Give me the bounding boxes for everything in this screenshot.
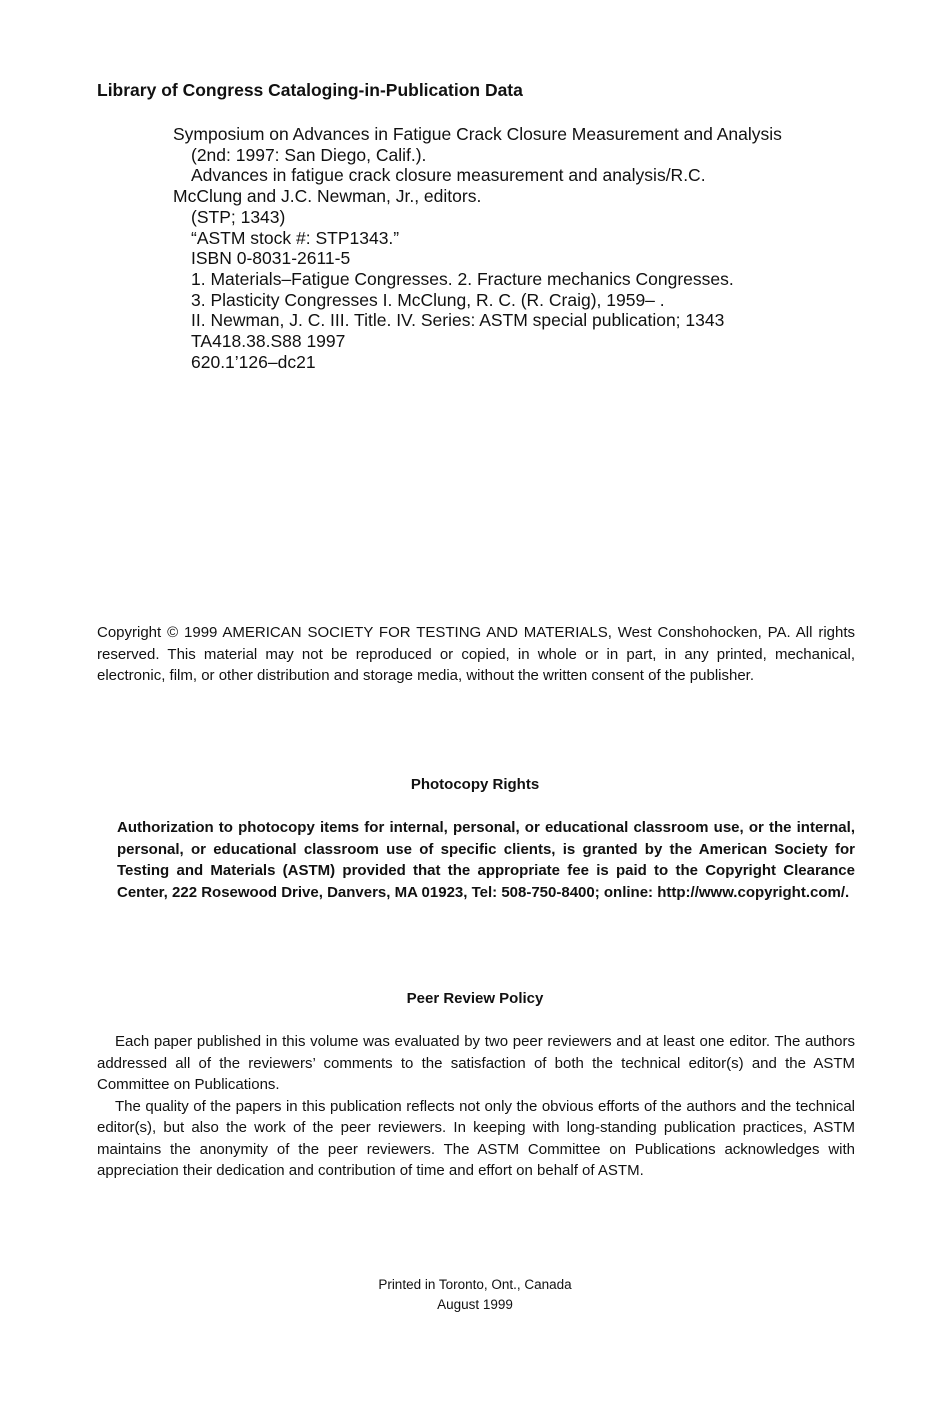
cip-line-title-cont: (2nd: 1997: San Diego, Calif.). (191, 144, 427, 165)
peer-review-paragraph: The quality of the papers in this publication reflects not only the obvious efforts of the authors and the technical editor(s), but also the work of the peer reviewers. In keeping with long-standing publication practices, ASTM maintains the anonymity of the peer reviewers. The ASTM Committee on Publications acknowledges with appreciation their dedication and contribution of time and effort on behalf of ASTM. (97, 1097, 855, 1179)
cip-line-stock: “ASTM stock #: STP1343.” (191, 227, 400, 248)
cip-line-series: (STP; 1343) (191, 206, 286, 227)
cip-line-dewey-number: 620.1’126–dc21 (191, 351, 316, 372)
cip-line-subjects: 1. Materials–Fatigue Congresses. 2. Fracture mechanics Congresses. (191, 268, 734, 289)
peer-review-heading: Peer Review Policy (406, 990, 544, 1007)
print-location: Printed in Toronto, Ont., Canada (378, 1277, 572, 1292)
cip-line-subjects-cont: 3. Plasticity Congresses I. McClung, R. C. (R. Craig), 1959– . (191, 289, 665, 310)
cip-heading: Library of Congress Cataloging-in-Publication Data (97, 80, 523, 100)
cip-record (173, 124, 853, 372)
print-date: August 1999 (437, 1296, 513, 1312)
photocopy-rights-text: Authorization to photocopy items for internal, personal, or educational classroom use, or the internal, personal, or educational classroom use of specific clients, is granted by the American Society for Testing and Materials (ASTM) provided that the appropriate fee is paid to the Copyright Clearance Center, 222 Rosewood Drive, Danvers, MA 01923, Tel: 508-750-8400; online: http://www.copyright.com/. (117, 819, 855, 901)
cip-line-title: Symposium on Advances in Fatigue Crack Closure Measurement and Analysis (173, 124, 782, 144)
peer-review-text (97, 1031, 855, 1182)
copyright-notice: Copyright © 1999 AMERICAN SOCIETY FOR TESTING AND MATERIALS, West Conshohocken, PA. All rights reserved. This material may not be reproduced or copied, in whole or in part, in any printed, mechanical, electronic, film, or other distribution and storage media, without the written consent of the publisher. (97, 624, 855, 684)
cip-line-added-entries: II. Newman, J. C. III. Title. IV. Series: ASTM special publication; 1343 (191, 310, 725, 331)
peer-review-paragraph: Each paper published in this volume was evaluated by two peer reviewers and at least one editor. The authors addressed all of the reviewers’ comments to the satisfaction of both the technical editor(s) and the ASTM Committee on Publications. (97, 1033, 855, 1093)
photocopy-rights-heading: Photocopy Rights (410, 776, 540, 793)
cip-line-isbn: ISBN 0-8031-2611-5 (191, 248, 351, 269)
printer-imprint (0, 1275, 950, 1314)
cip-line-lc-call-number: TA418.38.S88 1997 (191, 331, 346, 352)
cip-line-editors: McClung and J.C. Newman, Jr., editors. (173, 186, 482, 207)
cip-line-statement: Advances in fatigue crack closure measurement and analysis/R.C. (191, 165, 706, 186)
